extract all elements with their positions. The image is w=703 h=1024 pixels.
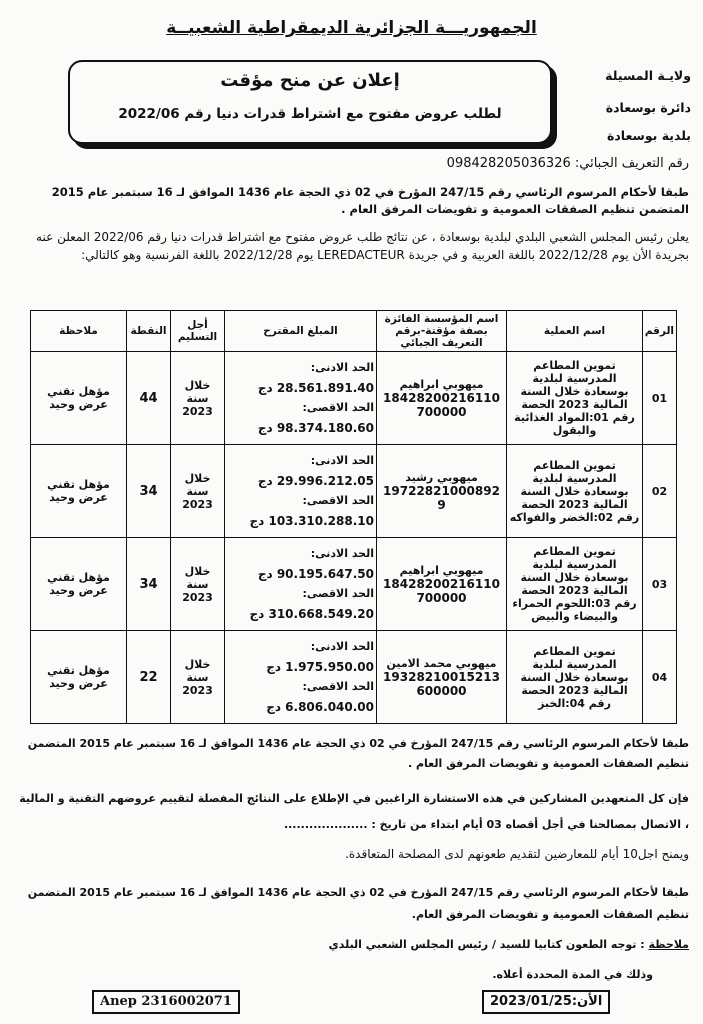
- table-row: [31, 445, 677, 538]
- announcement-subtitle: لطلب عروض مفتوح مع اشتراط قدرات دنيا رقم 2022/06: [118, 106, 502, 122]
- max-label: الحد الاقصى:: [302, 494, 374, 507]
- min-label: الحد الادنى:: [310, 640, 374, 653]
- table-header-row: [31, 311, 677, 352]
- row-score: 44: [127, 352, 171, 445]
- row-company: [377, 631, 507, 724]
- min-label: الحد الادنى:: [310, 547, 374, 560]
- min-label: الحد الادنى:: [310, 454, 374, 467]
- max-label: الحد الاقصى:: [302, 680, 374, 693]
- company-nif: 18428200216110700000: [383, 390, 500, 419]
- company-nif: 197228210008929: [383, 483, 500, 512]
- row-operation: تموين المطاعم المدرسية لبلدية بوسعادة خلال السنة المالية 2023 الحصة رقم 02:الخضر والفواكه: [507, 445, 643, 538]
- company-nif: 18428200216110700000: [383, 576, 500, 605]
- row-num: 02: [643, 445, 677, 538]
- row-company: [377, 352, 507, 445]
- max-amount: 6.806.040.00 دج: [266, 700, 374, 714]
- baladia-label: بلدية بوسعادة: [606, 128, 691, 143]
- col-header-remark: ملاحظة: [31, 311, 127, 352]
- consultation-paragraph: فإن كل المتعهدين المشاركين في هذه الاستشارة الراغبين في الإطلاع على النتائج المفصلة لتقييم عروضهم التقنية و المالية ، الاتصال بمصالحنا في أجل أقصاه 03 أيام ابتداء من تاريخ : ....................: [19, 792, 689, 831]
- row-operation: تموين المطاعم المدرسية لبلدية بوسعادة خلال السنة المالية 2023 الحصة رقم 01:المواد الغذائية والبقول: [507, 352, 643, 445]
- row-company: [377, 538, 507, 631]
- max-label: الحد الاقصى:: [302, 401, 374, 414]
- tax-id: رقم التعريف الجبائي: 098428205036326: [446, 156, 689, 171]
- col-header-amount: المبلغ المقترح: [225, 311, 377, 352]
- min-label: الحد الادنى:: [310, 361, 374, 374]
- min-amount: 90.195.647.50 دج: [257, 567, 374, 581]
- col-header-delay: أجل التسليم: [171, 311, 225, 352]
- republic-header: الجمهوريـــة الجزائرية الديمقراطية الشعبيــة: [166, 18, 537, 38]
- row-num: 04: [643, 631, 677, 724]
- min-amount: 29.996.212.05 دج: [257, 474, 374, 488]
- appeal-period-paragraph: ويمنح اجل10 أيام للمعارضين لتقديم طعونهم لدى المصلحة المتعاقدة.: [345, 847, 689, 861]
- max-label: الحد الاقصى:: [302, 587, 374, 600]
- legal-reference-paragraph: طبقا لأحكام المرسوم الرئاسي رقم 247/15 المؤرخ في 02 ذي الحجة عام 1436 الموافق لـ 16 سبتمبر عام 2015 المتضمن تنظيم الصفقات العمومية و تفويضات المرفق العام .: [51, 185, 689, 216]
- date-label: الأن:: [571, 994, 603, 1009]
- row-remark: مؤهل تقني عرض وحيد: [31, 445, 127, 538]
- publication-date: 2023/01/25: [490, 994, 572, 1009]
- note-block: [14, 930, 689, 990]
- row-num: 01: [643, 352, 677, 445]
- announcement-title: إعلان عن منح مؤقت: [220, 70, 400, 91]
- daira-label: دائرة بوسعادة: [605, 100, 691, 115]
- row-company: [377, 445, 507, 538]
- company-name: ميهوبي ابراهيم: [399, 377, 484, 391]
- company-nif: 19328210015213600000: [383, 669, 500, 698]
- note-label: ملاحظة: [648, 938, 689, 951]
- max-amount: 310.668.549.20 دج: [249, 607, 374, 621]
- col-header-num: الرقم: [643, 311, 677, 352]
- row-amount: [225, 445, 377, 538]
- publication-date-box: [482, 990, 610, 1014]
- row-delay: خلال سنة 2023: [171, 445, 225, 538]
- company-name: ميهوبي رشيد: [405, 470, 478, 484]
- awards-table: [30, 310, 677, 724]
- max-amount: 103.310.288.10 دج: [249, 514, 374, 528]
- min-amount: 28.561.891.40 دج: [257, 381, 374, 395]
- table-row: [31, 538, 677, 631]
- col-header-score: النقطة: [127, 311, 171, 352]
- min-amount: 1.975.950.00 دج: [266, 660, 374, 674]
- note-line-2: وذلك في المدة المحددة أعلاه.: [492, 968, 653, 981]
- row-delay: خلال سنة 2023: [171, 538, 225, 631]
- anep-reference: Anep 2316002071: [92, 990, 240, 1014]
- row-delay: خلال سنة 2023: [171, 352, 225, 445]
- row-remark: مؤهل تقني عرض وحيد: [31, 538, 127, 631]
- note-line-1: [14, 930, 689, 960]
- row-score: 34: [127, 538, 171, 631]
- row-amount: [225, 538, 377, 631]
- max-amount: 98.374.180.60 دج: [257, 421, 374, 435]
- note-text-1: : توجه الطعون كتابيا للسيد / رئيس المجلس الشعبي البلدي: [328, 938, 645, 951]
- legal-reference-paragraph-3: طبقا لأحكام المرسوم الرئاسي رقم 247/15 المؤرخ في 02 ذي الحجة عام 1436 الموافق لـ 16 سبتمبر عام 2015 المتضمن تنظيم الصفقات العمومية و تفويضات المرفق العام.: [27, 886, 689, 921]
- row-operation: تموين المطاعم المدرسية لبلدية بوسعادة خلال السنة المالية 2023 الحصة رقم 03:اللحوم الحمراء والبيضاء والبيض: [507, 538, 643, 631]
- row-score: 22: [127, 631, 171, 724]
- row-remark: مؤهل تقني عرض وحيد: [31, 631, 127, 724]
- wilaya-label: ولايـة المسيلة: [605, 68, 691, 83]
- table-row: [31, 352, 677, 445]
- title-box: [68, 60, 552, 144]
- row-operation: تموين المطاعم المدرسية لبلدية بوسعادة خلال السنة المالية 2023 الحصة رقم 04:الخبز: [507, 631, 643, 724]
- row-amount: [225, 352, 377, 445]
- company-name: ميهوبي محمد الامين: [386, 656, 497, 670]
- announcement-paragraph: يعلن رئيس المجلس الشعبي البلدي لبلدية بوسعادة ، عن نتائج طلب عروض مفتوح مع اشتراط قدرات دنيا رقم 2022/06 المعلن عنه بجريدة الأن يوم 2022/12/28 باللغة العربية و في جريدة LEREDACTEUR يوم 2022/12/28 باللغة الفرنسية وهو كالتالي:: [36, 230, 689, 262]
- legal-reference-paragraph-2: طبقا لأحكام المرسوم الرئاسي رقم 247/15 المؤرخ في 02 ذي الحجة عام 1436 الموافق لـ 16 سبتمبر عام 2015 المتضمن تنظيم الصفقات العمومية و تفويضات المرفق العام .: [27, 737, 689, 770]
- row-num: 03: [643, 538, 677, 631]
- table-row: [31, 631, 677, 724]
- col-header-operation: اسم العملية: [507, 311, 643, 352]
- row-score: 34: [127, 445, 171, 538]
- col-header-company: اسم المؤسسة الفائزة بصفة مؤقتة-برقم التعريف الجبائي: [377, 311, 507, 352]
- row-delay: خلال سنة 2023: [171, 631, 225, 724]
- company-name: ميهوبي ابراهيم: [399, 563, 484, 577]
- row-remark: مؤهل تقني عرض وحيد: [31, 352, 127, 445]
- row-amount: [225, 631, 377, 724]
